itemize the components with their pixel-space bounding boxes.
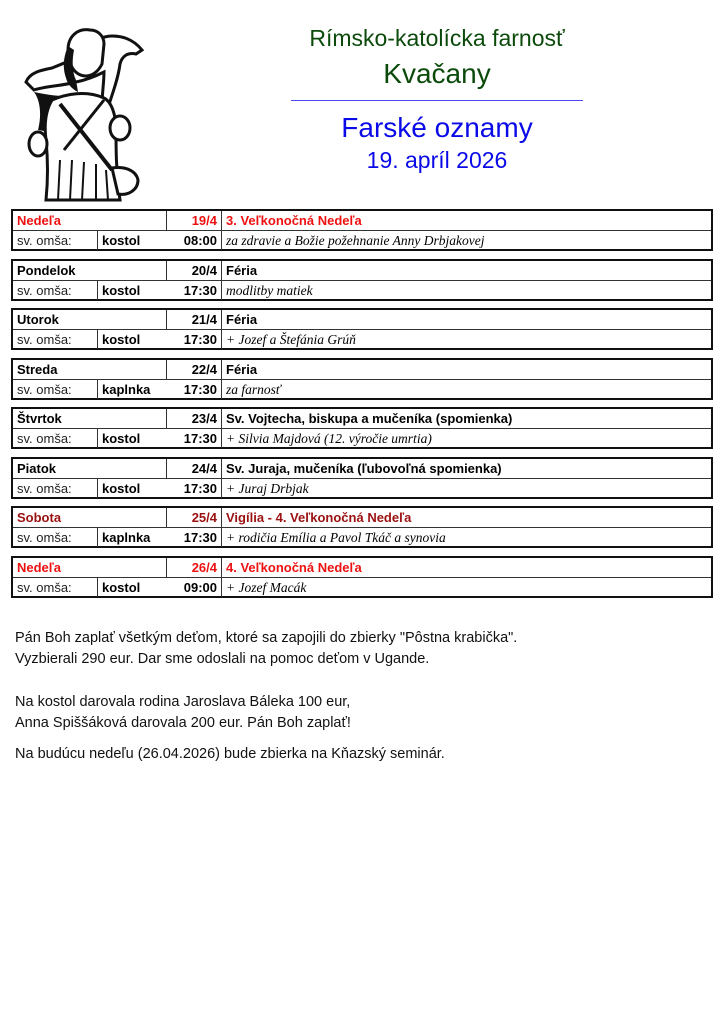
- mass-label: sv. omša:: [13, 281, 98, 300]
- mass-place: kostol: [102, 332, 141, 347]
- schedule-day: [11, 506, 713, 548]
- mass-time: 17:30: [167, 330, 222, 349]
- mass-place: kostol: [102, 481, 141, 496]
- announcement-line: Pán Boh zaplať všetkým deťom, ktoré sa zapojili do zbierky "Pôstna krabička".: [15, 630, 518, 646]
- schedule-day: [11, 457, 713, 499]
- day-date: 26/4: [167, 558, 222, 577]
- page-date: 19. apríl 2026: [366, 147, 508, 173]
- day-date: 22/4: [167, 360, 222, 379]
- mass-intention: + Silvia Majdová (12. výročie umrtia): [226, 431, 432, 446]
- mass-place: kostol: [102, 580, 141, 595]
- day-celebration: Sv. Vojtecha, biskupa a mučeníka (spomienka): [226, 411, 513, 426]
- announcement-2: [15, 692, 695, 734]
- day-name: Sobota: [13, 508, 167, 527]
- day-name: Nedeľa: [13, 211, 167, 230]
- mass-place: kaplnka: [102, 382, 151, 397]
- good-shepherd-logo: [16, 20, 152, 202]
- mass-row: [13, 479, 711, 498]
- day-celebration: 4. Veľkonočná Nedeľa: [226, 560, 362, 575]
- header-separator: [291, 100, 583, 101]
- announcement-1: [15, 628, 695, 670]
- announcement-3: [15, 744, 695, 765]
- mass-label: sv. omša:: [13, 231, 98, 250]
- day-celebration: Féria: [226, 362, 258, 377]
- mass-time: 17:30: [167, 528, 222, 547]
- mass-time: 09:00: [167, 578, 222, 597]
- day-date: 20/4: [167, 261, 222, 280]
- day-date: 23/4: [167, 409, 222, 428]
- day-date: 19/4: [167, 211, 222, 230]
- day-name: Streda: [13, 360, 167, 379]
- mass-place: kostol: [102, 283, 141, 298]
- parish-place: Kvačany: [383, 58, 491, 89]
- mass-row: [13, 380, 711, 399]
- day-celebration: 3. Veľkonočná Nedeľa: [226, 213, 362, 228]
- day-name: Utorok: [13, 310, 167, 329]
- mass-intention: za zdravie a Božie požehnanie Anny Drbjakovej: [226, 233, 485, 248]
- mass-time: 17:30: [167, 479, 222, 498]
- mass-row: [13, 528, 711, 547]
- day-celebration: Féria: [226, 312, 258, 327]
- mass-time: 17:30: [167, 281, 222, 300]
- day-date: 21/4: [167, 310, 222, 329]
- day-name: Piatok: [13, 459, 167, 478]
- day-header-row: [13, 211, 711, 231]
- mass-intention: modlitby matiek: [226, 283, 313, 298]
- announcement-line: Na budúcu nedeľu (26.04.2026) bude zbierka na Kňazský seminár.: [15, 746, 445, 762]
- announcement-line: Anna Spiššáková darovala 200 eur. Pán Boh zaplať!: [15, 715, 351, 731]
- announcement-line: Vyzbierali 290 eur. Dar sme odoslali na pomoc deťom v Ugande.: [15, 651, 430, 667]
- parish-name: Rímsko-katolícka farnosť: [309, 25, 565, 51]
- mass-intention: za farnosť: [226, 382, 281, 397]
- schedule-day: [11, 209, 713, 251]
- mass-intention: + Jozef Macák: [226, 580, 307, 595]
- day-date: 25/4: [167, 508, 222, 527]
- mass-place: kaplnka: [102, 530, 151, 545]
- mass-label: sv. omša:: [13, 429, 98, 448]
- day-header-row: [13, 409, 711, 429]
- day-header-row: [13, 261, 711, 281]
- mass-label: sv. omša:: [13, 578, 98, 597]
- mass-label: sv. omša:: [13, 479, 98, 498]
- day-celebration: Vigília - 4. Veľkonočná Nedeľa: [226, 510, 412, 525]
- day-header-row: [13, 508, 711, 528]
- mass-place: kostol: [102, 233, 141, 248]
- schedule-day: [11, 556, 713, 598]
- mass-time: 17:30: [167, 429, 222, 448]
- mass-intention: + rodičia Emília a Pavol Tkáč a synovia: [226, 530, 446, 545]
- day-header-row: [13, 459, 711, 479]
- schedule-day: [11, 407, 713, 449]
- mass-place: kostol: [102, 431, 141, 446]
- day-name: Nedeľa: [13, 558, 167, 577]
- mass-row: [13, 231, 711, 250]
- mass-row: [13, 281, 711, 300]
- day-header-row: [13, 558, 711, 578]
- mass-label: sv. omša:: [13, 380, 98, 399]
- mass-time: 08:00: [167, 231, 222, 250]
- day-celebration: Sv. Juraja, mučeníka (ľubovoľná spomienka): [226, 461, 502, 476]
- mass-label: sv. omša:: [13, 528, 98, 547]
- schedule-day: [11, 259, 713, 301]
- mass-row: [13, 429, 711, 448]
- day-name: Pondelok: [13, 261, 167, 280]
- schedule-day: [11, 358, 713, 400]
- page-title: Farské oznamy: [341, 112, 533, 143]
- day-header-row: [13, 360, 711, 380]
- day-name: Štvrtok: [13, 409, 167, 428]
- mass-label: sv. omša:: [13, 330, 98, 349]
- day-celebration: Féria: [226, 263, 258, 278]
- mass-intention: + Juraj Drbjak: [226, 481, 309, 496]
- day-header-row: [13, 310, 711, 330]
- mass-intention: + Jozef a Štefánia Grúň: [226, 332, 356, 347]
- mass-row: [13, 578, 711, 597]
- mass-time: 17:30: [167, 380, 222, 399]
- day-date: 24/4: [167, 459, 222, 478]
- mass-row: [13, 330, 711, 349]
- schedule-day: [11, 308, 713, 350]
- announcement-line: Na kostol darovala rodina Jaroslava Báleka 100 eur,: [15, 694, 351, 710]
